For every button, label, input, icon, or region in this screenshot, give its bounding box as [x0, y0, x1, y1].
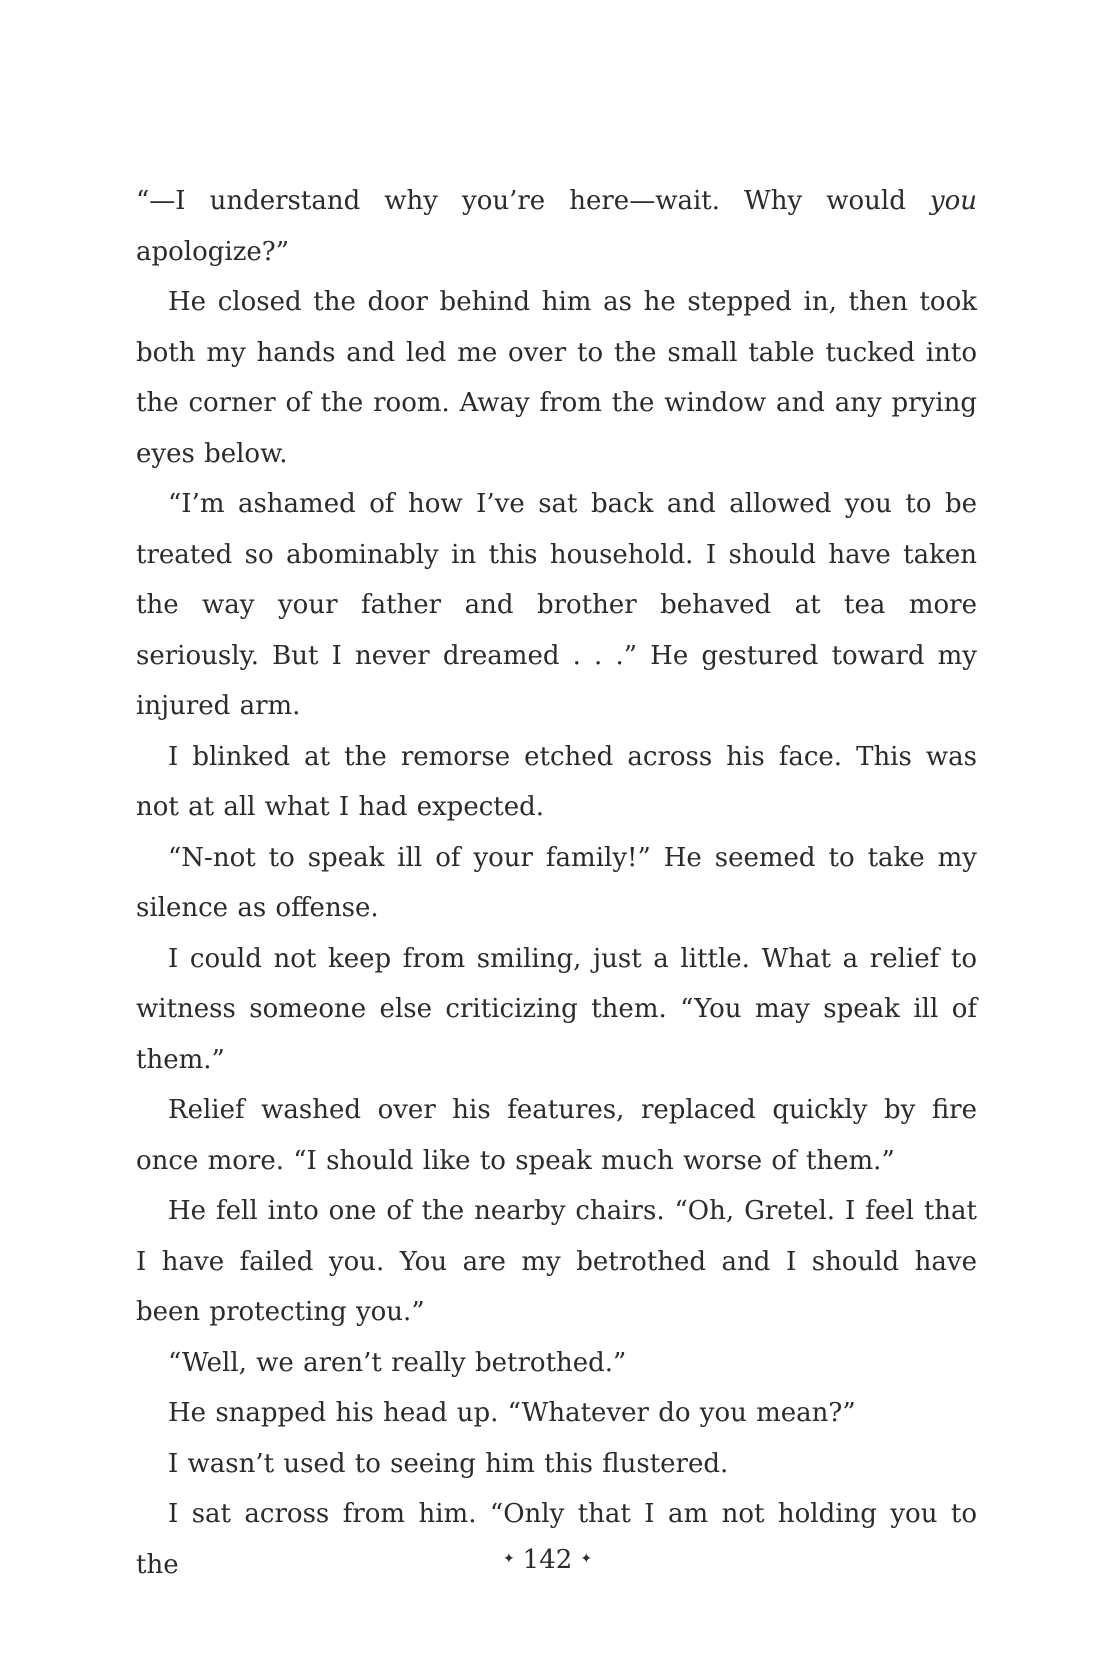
paragraph-11: I wasn’t used to seeing him this flustered.	[168, 1448, 729, 1479]
page-number	[0, 1545, 1095, 1576]
ornament-right-icon: ✦	[580, 1551, 593, 1567]
paragraph-1-text-start: “—I understand why you’re here—wait. Why would	[136, 186, 930, 216]
paragraph-6: I could not keep from smiling, just a little. What a relief to witness someone else criticizing them. “You may speak ill of them.”	[136, 943, 977, 1075]
paragraph-3: “I’m ashamed of how I’ve sat back and allowed you to be treated so abominably in this household. I should have taken the way your father and brother behaved at tea more seriously. But I never dreamed . . .” He gestured toward my injured arm.	[136, 489, 977, 721]
body-text	[136, 176, 977, 1590]
paragraph-8: He fell into one of the nearby chairs. “Oh, Gretel. I feel that I have failed you. You are my betrothed and I should have been protecting you.”	[136, 1196, 977, 1327]
paragraph-9: “Well, we aren’t really betrothed.”	[168, 1347, 627, 1378]
paragraph-5: “N-not to speak ill of your family!” He seemed to take my silence as offense.	[136, 842, 977, 923]
paragraph-10: He snapped his head up. “Whatever do you mean?”	[168, 1398, 856, 1428]
paragraph-1-emphasis: you	[929, 186, 977, 216]
paragraph-7: Relief washed over his features, replaced quickly by fire once more. “I should like to speak much worse of them.”	[136, 1095, 977, 1176]
paragraph-1-text-end: apologize?”	[136, 236, 290, 267]
paragraph-4: I blinked at the remorse etched across his face. This was not at all what I had expected.	[136, 741, 977, 822]
page-number-value: 142	[522, 1545, 573, 1575]
paragraph-2: He closed the door behind him as he stepped in, then took both my hands and led me over to the small table tucked into the corner of the room. Away from the window and any prying eyes below.	[136, 287, 977, 469]
paragraph-12: I sat across from him. “Only that I am not holding you to the	[136, 1499, 977, 1580]
ornament-left-icon: ✦	[502, 1551, 515, 1567]
paragraph-1	[136, 176, 977, 277]
